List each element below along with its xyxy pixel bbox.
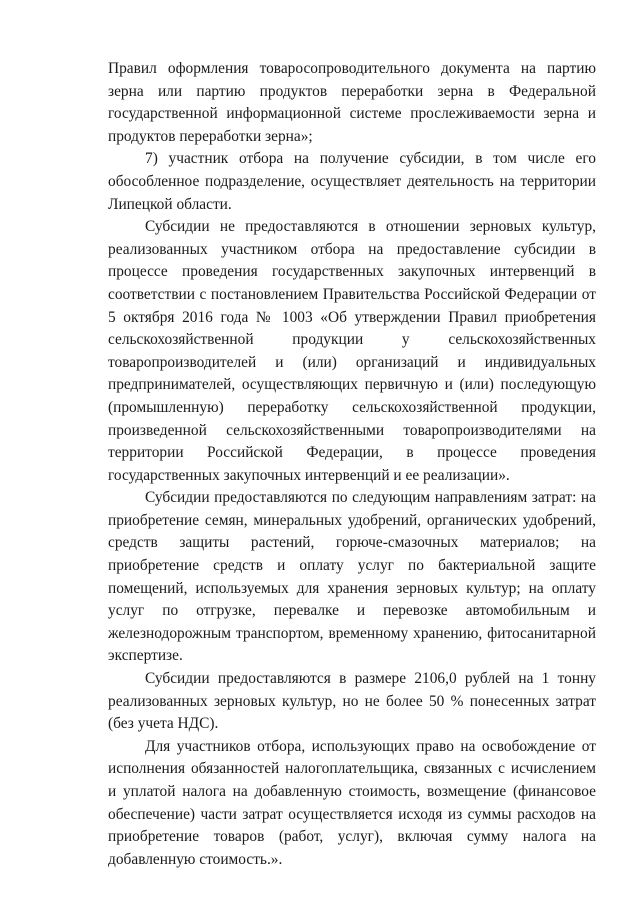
paragraph-vat-exemption: Для участников отбора, использующих право на освобождение от исполнения обязанностей налогоплательщика, связанных с исчислением и уплатой налога на добавленную стоимость, возмещение (финансовое обеспечение) части затрат осуществляется исходя из суммы расходов на приобретение товаров (работ, услуг), включая сумму налога на добавленную стоимость.». (108, 737, 596, 868)
paragraph-rules-continuation: Правил оформления товаросопроводительного документа на партию зерна или партию продуктов переработки зерна в Федеральной государственной информационной системе прослеживаемости зерна и продуктов переработки зерна»; (108, 60, 596, 145)
paragraph-item-7: 7) участник отбора на получение субсидии, в том числе его обособленное подразделение, осуществляет деятельность на территории Липецкой области. (108, 150, 596, 213)
paragraph-subsidy-rate: Субсидии предоставляются в размере 2106,0 рублей на 1 тонну реализованных зерновых культур, но не более 50 % понесенных затрат (без учета НДС). (108, 670, 596, 733)
paragraph-subsidy-exclusion: Субсидии не предоставляются в отношении зерновых культур, реализованных участником отбора на предоставление субсидии в процессе проведения государственных закупочных интервенций в соответствии с постановлением Правительства Российской Федерации от 5 октября 2016 года № 1003 «Об утверждении Правил приобретения сельскохозяйственной продукции у сельскохозяйственных товаропроизводителей и (или) организаций и индивидуальных предпринимателей, осуществляющих первичную и (или) последующую (промышленную) переработку сельскохозяйственной продукции, произведенной сельскохозяйственными товаропроизводителями на территории Российской Федерации, в процессе проведения государственных закупочных интервенций и ее реализации». (108, 218, 596, 484)
paragraph-cost-directions: Субсидии предоставляются по следующим направлениям затрат: на приобретение семян, минеральных удобрений, органических удобрений, средств защиты растений, горюче-смазочных материалов; на приобретение средств и оплату услуг по бактериальной защите помещений, используемых для хранения зерновых культур; на оплату услуг по отгрузке, перевалке и перевозке автомобильным и железнодорожным транспортом, временному хранению, фитосанитарной экспертизе. (108, 489, 596, 665)
document-body (108, 58, 596, 871)
